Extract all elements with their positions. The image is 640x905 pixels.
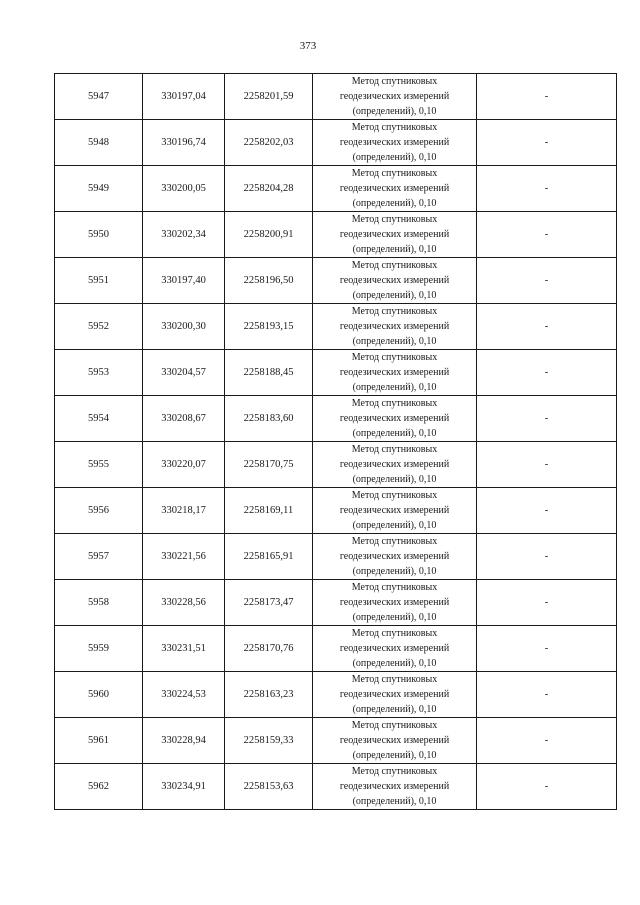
method-line-3: (определений), 0,10: [352, 566, 437, 577]
point-number-cell: 5957: [55, 534, 143, 580]
method-cell: [313, 672, 477, 718]
x-coordinate-cell: 330197,40: [143, 258, 225, 304]
y-coordinate-cell: 2258173,47: [225, 580, 313, 626]
method-line-2: геодезических измерений: [339, 91, 450, 102]
x-coordinate-cell: 330200,30: [143, 304, 225, 350]
y-coordinate-cell: 2258165,91: [225, 534, 313, 580]
note-cell: -: [477, 396, 617, 442]
method-line-2: геодезических измерений: [339, 781, 450, 792]
method-cell: [313, 442, 477, 488]
method-line-2: геодезических измерений: [339, 597, 450, 608]
point-number-cell: 5951: [55, 258, 143, 304]
x-coordinate-cell: 330234,91: [143, 764, 225, 810]
method-line-1: Метод спутниковых: [351, 582, 438, 593]
y-coordinate-cell: 2258169,11: [225, 488, 313, 534]
coordinates-table-body: [55, 74, 617, 810]
x-coordinate-cell: 330228,56: [143, 580, 225, 626]
method-line-2: геодезических измерений: [339, 413, 450, 424]
table-row: [55, 488, 617, 534]
method-line-2: геодезических измерений: [339, 321, 450, 332]
y-coordinate-cell: 2258159,33: [225, 718, 313, 764]
point-number-cell: 5959: [55, 626, 143, 672]
method-line-2: геодезических измерений: [339, 183, 450, 194]
note-cell: -: [477, 350, 617, 396]
method-line-2: геодезических измерений: [339, 551, 450, 562]
method-line-3: (определений), 0,10: [352, 152, 437, 163]
note-cell: -: [477, 166, 617, 212]
method-cell: [313, 120, 477, 166]
x-coordinate-cell: 330231,51: [143, 626, 225, 672]
method-line-1: Метод спутниковых: [351, 122, 438, 133]
method-line-1: Метод спутниковых: [351, 720, 438, 731]
method-line-1: Метод спутниковых: [351, 306, 438, 317]
method-cell: [313, 212, 477, 258]
method-line-2: геодезических измерений: [339, 735, 450, 746]
point-number-cell: 5948: [55, 120, 143, 166]
note-cell: -: [477, 442, 617, 488]
y-coordinate-cell: 2258163,23: [225, 672, 313, 718]
method-line-1: Метод спутниковых: [351, 168, 438, 179]
table-row: [55, 120, 617, 166]
table-row: [55, 258, 617, 304]
point-number-cell: 5955: [55, 442, 143, 488]
method-cell: [313, 626, 477, 672]
method-line-1: Метод спутниковых: [351, 444, 438, 455]
point-number-cell: 5953: [55, 350, 143, 396]
y-coordinate-cell: 2258170,76: [225, 626, 313, 672]
method-cell: [313, 258, 477, 304]
point-number-cell: 5960: [55, 672, 143, 718]
method-line-2: геодезических измерений: [339, 643, 450, 654]
point-number-cell: 5949: [55, 166, 143, 212]
y-coordinate-cell: 2258188,45: [225, 350, 313, 396]
method-line-2: геодезических измерений: [339, 459, 450, 470]
method-line-2: геодезических измерений: [339, 505, 450, 516]
y-coordinate-cell: 2258183,60: [225, 396, 313, 442]
y-coordinate-cell: 2258201,59: [225, 74, 313, 120]
point-number-cell: 5947: [55, 74, 143, 120]
table-row: [55, 212, 617, 258]
table-row: [55, 442, 617, 488]
y-coordinate-cell: 2258200,91: [225, 212, 313, 258]
x-coordinate-cell: 330224,53: [143, 672, 225, 718]
method-line-1: Метод спутниковых: [351, 398, 438, 409]
note-cell: -: [477, 120, 617, 166]
x-coordinate-cell: 330197,04: [143, 74, 225, 120]
method-cell: [313, 396, 477, 442]
method-line-1: Метод спутниковых: [351, 260, 438, 271]
table-row: [55, 718, 617, 764]
method-line-2: геодезических измерений: [339, 229, 450, 240]
table-row: [55, 166, 617, 212]
note-cell: -: [477, 626, 617, 672]
table-row: [55, 764, 617, 810]
method-line-3: (определений), 0,10: [352, 474, 437, 485]
note-cell: -: [477, 74, 617, 120]
note-cell: -: [477, 718, 617, 764]
method-cell: [313, 764, 477, 810]
method-line-3: (определений), 0,10: [352, 198, 437, 209]
note-cell: -: [477, 672, 617, 718]
method-line-2: геодезических измерений: [339, 689, 450, 700]
table-row: [55, 580, 617, 626]
method-cell: [313, 534, 477, 580]
x-coordinate-cell: 330204,57: [143, 350, 225, 396]
y-coordinate-cell: 2258193,15: [225, 304, 313, 350]
method-line-3: (определений), 0,10: [352, 290, 437, 301]
method-cell: [313, 304, 477, 350]
note-cell: -: [477, 304, 617, 350]
y-coordinate-cell: 2258204,28: [225, 166, 313, 212]
method-line-3: (определений), 0,10: [352, 520, 437, 531]
page-number: 373: [299, 40, 317, 52]
method-cell: [313, 166, 477, 212]
note-cell: -: [477, 212, 617, 258]
y-coordinate-cell: 2258153,63: [225, 764, 313, 810]
table-row: [55, 626, 617, 672]
point-number-cell: 5961: [55, 718, 143, 764]
x-coordinate-cell: 330220,07: [143, 442, 225, 488]
method-cell: [313, 74, 477, 120]
note-cell: -: [477, 534, 617, 580]
point-number-cell: 5952: [55, 304, 143, 350]
table-row: [55, 672, 617, 718]
method-line-3: (определений), 0,10: [352, 612, 437, 623]
method-line-2: геодезических измерений: [339, 137, 450, 148]
note-cell: -: [477, 764, 617, 810]
x-coordinate-cell: 330202,34: [143, 212, 225, 258]
table-row: [55, 350, 617, 396]
method-cell: [313, 488, 477, 534]
note-cell: -: [477, 258, 617, 304]
point-number-cell: 5958: [55, 580, 143, 626]
method-line-3: (определений), 0,10: [352, 244, 437, 255]
x-coordinate-cell: 330200,05: [143, 166, 225, 212]
method-line-3: (определений), 0,10: [352, 382, 437, 393]
method-line-1: Метод спутниковых: [351, 674, 438, 685]
point-number-cell: 5950: [55, 212, 143, 258]
method-line-2: геодезических измерений: [339, 367, 450, 378]
method-line-1: Метод спутниковых: [351, 352, 438, 363]
method-line-3: (определений), 0,10: [352, 336, 437, 347]
y-coordinate-cell: 2258202,03: [225, 120, 313, 166]
x-coordinate-cell: 330221,56: [143, 534, 225, 580]
table-row: [55, 74, 617, 120]
method-line-1: Метод спутниковых: [351, 628, 438, 639]
table-row: [55, 304, 617, 350]
method-line-3: (определений), 0,10: [352, 428, 437, 439]
method-line-3: (определений), 0,10: [352, 750, 437, 761]
table-row: [55, 534, 617, 580]
method-line-1: Метод спутниковых: [351, 536, 438, 547]
point-number-cell: 5962: [55, 764, 143, 810]
note-cell: -: [477, 580, 617, 626]
method-cell: [313, 718, 477, 764]
x-coordinate-cell: 330218,17: [143, 488, 225, 534]
x-coordinate-cell: 330196,74: [143, 120, 225, 166]
point-number-cell: 5954: [55, 396, 143, 442]
method-cell: [313, 580, 477, 626]
x-coordinate-cell: 330228,94: [143, 718, 225, 764]
method-line-3: (определений), 0,10: [352, 796, 437, 807]
note-cell: -: [477, 488, 617, 534]
method-line-1: Метод спутниковых: [351, 76, 438, 87]
method-cell: [313, 350, 477, 396]
method-line-1: Метод спутниковых: [351, 214, 438, 225]
method-line-2: геодезических измерений: [339, 275, 450, 286]
y-coordinate-cell: 2258170,75: [225, 442, 313, 488]
method-line-3: (определений), 0,10: [352, 658, 437, 669]
method-line-1: Метод спутниковых: [351, 766, 438, 777]
table-row: [55, 396, 617, 442]
method-line-1: Метод спутниковых: [351, 490, 438, 501]
point-number-cell: 5956: [55, 488, 143, 534]
x-coordinate-cell: 330208,67: [143, 396, 225, 442]
coordinates-table: [54, 73, 617, 810]
y-coordinate-cell: 2258196,50: [225, 258, 313, 304]
method-line-3: (определений), 0,10: [352, 106, 437, 117]
method-line-3: (определений), 0,10: [352, 704, 437, 715]
